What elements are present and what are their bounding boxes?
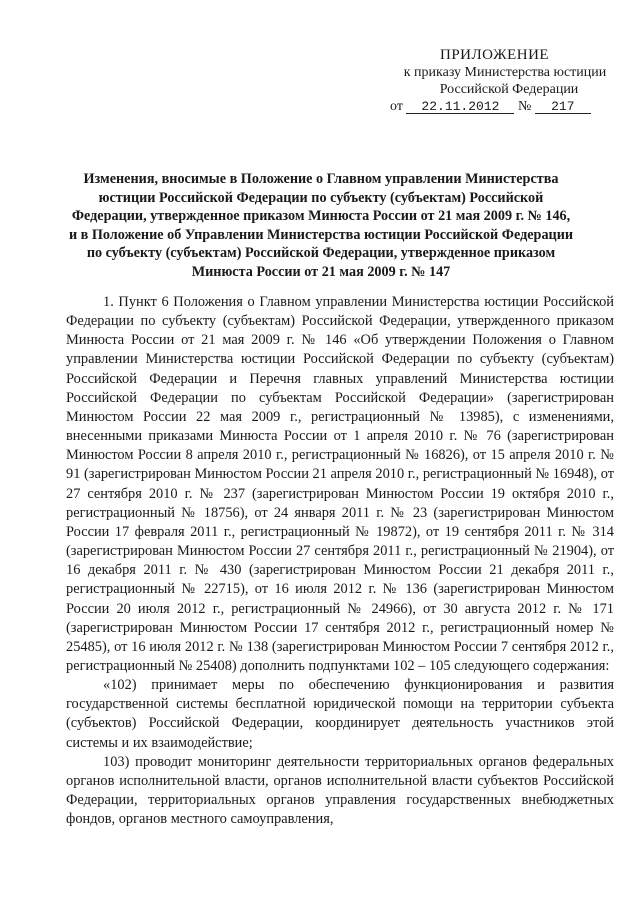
- appendix-order-line: к приказу Министерства юстиции: [403, 65, 607, 80]
- document-title: Изменения, вносимые в Положение о Главном управлении Министерства юстиции Российской Федерации по субъекту (субъектам) Российской Федерации, утвержденное приказом Минюста России от 21 мая 2009 г. № 146, и в Положение об Управлении Министерства юстиции Российской Федерации по субъекту (субъектам) Российской Федерации, утвержденное приказом Минюста России от 21 мая 2009 г. № 147: [68, 171, 574, 280]
- date-prefix: от: [390, 99, 403, 114]
- paragraph-103: 103) проводит мониторинг деятельности территориальных органов федеральных органов исполнительной власти, органов исполнительной власти субъектов Российской Федерации, территориальных органов управления государственных внебюджетных фондов, органов местного самоуправления,: [66, 753, 614, 828]
- appendix-ministry-line: Российской Федерации: [439, 82, 579, 97]
- paragraph-1: 1. Пункт 6 Положения о Главном управлении Министерства юстиции Российской Федерации по субъекту (субъектам) Российской Федерации, утвержденного приказом Минюста России от 21 мая 2009 г. № 146 «Об утверждении Положения о Главном управлении Министерства юстиции Российской Федерации по субъекту (субъектам) Российской Федерации и Перечня главных управлений Министерства юстиции Российской Федерации по субъектам Российской Федерации» (зарегистрирован Минюстом России 22 мая 2009 г., регистрационный № 13985), с изменениями, внесенными приказами Минюста России от 1 апреля 2010 г. № 76 (зарегистрирован Минюстом России 8 апреля 2010 г., регистрационный № 16826), от 15 апреля 2010 г. № 91 (зарегистрирован Минюстом России 21 апреля 2010 г., регистрационный № 16948), от 27 сентября 2010 г. № 237 (зарегистрирован Минюстом России 19 октября 2010 г., регистрационный № 18756), от 24 января 2011 г. № 23 (зарегистрирован Минюстом России 17 февраля 2011 г., регистрационный № 19872), от 19 сентября 2011 г. № 314 (зарегистрирован Минюстом России 27 сентября 2011 г., регистрационный № 21904), от 16 декабря 2011 г. № 430 (зарегистрирован Минюстом России 21 декабря 2011 г., регистрационный № 22715), от 16 июля 2012 г. № 136 (зарегистрирован Минюстом России 20 июля 2012 г., регистрационный № 24966), от 30 августа 2012 г. № 171 (зарегистрирован Минюстом России 17 сентября 2012 г., регистрационный номер № 25485), от 16 июля 2012 г. № 138 (зарегистрирован Минюстом России 7 сентября 2012 г., регистрационный № 25408) дополнить подпунктами 102 – 105 следующего содержания:: [66, 294, 614, 674]
- order-date: 22.11.2012: [406, 100, 514, 114]
- appendix-date-line: [380, 98, 630, 115]
- paragraph-102: «102) принимает меры по обеспечению функционирования и развития государственной системы бесплатной юридической помощи на территории субъекта (субъектов) Российской Федерации, координирует деятельность участников этой системы и их взаимодействие;: [66, 677, 614, 751]
- document-body: [66, 293, 614, 829]
- number-prefix: №: [517, 99, 532, 114]
- order-number: 217: [535, 100, 591, 114]
- appendix-title: ПРИЛОЖЕНИЕ: [440, 47, 550, 63]
- appendix-header: [380, 47, 630, 115]
